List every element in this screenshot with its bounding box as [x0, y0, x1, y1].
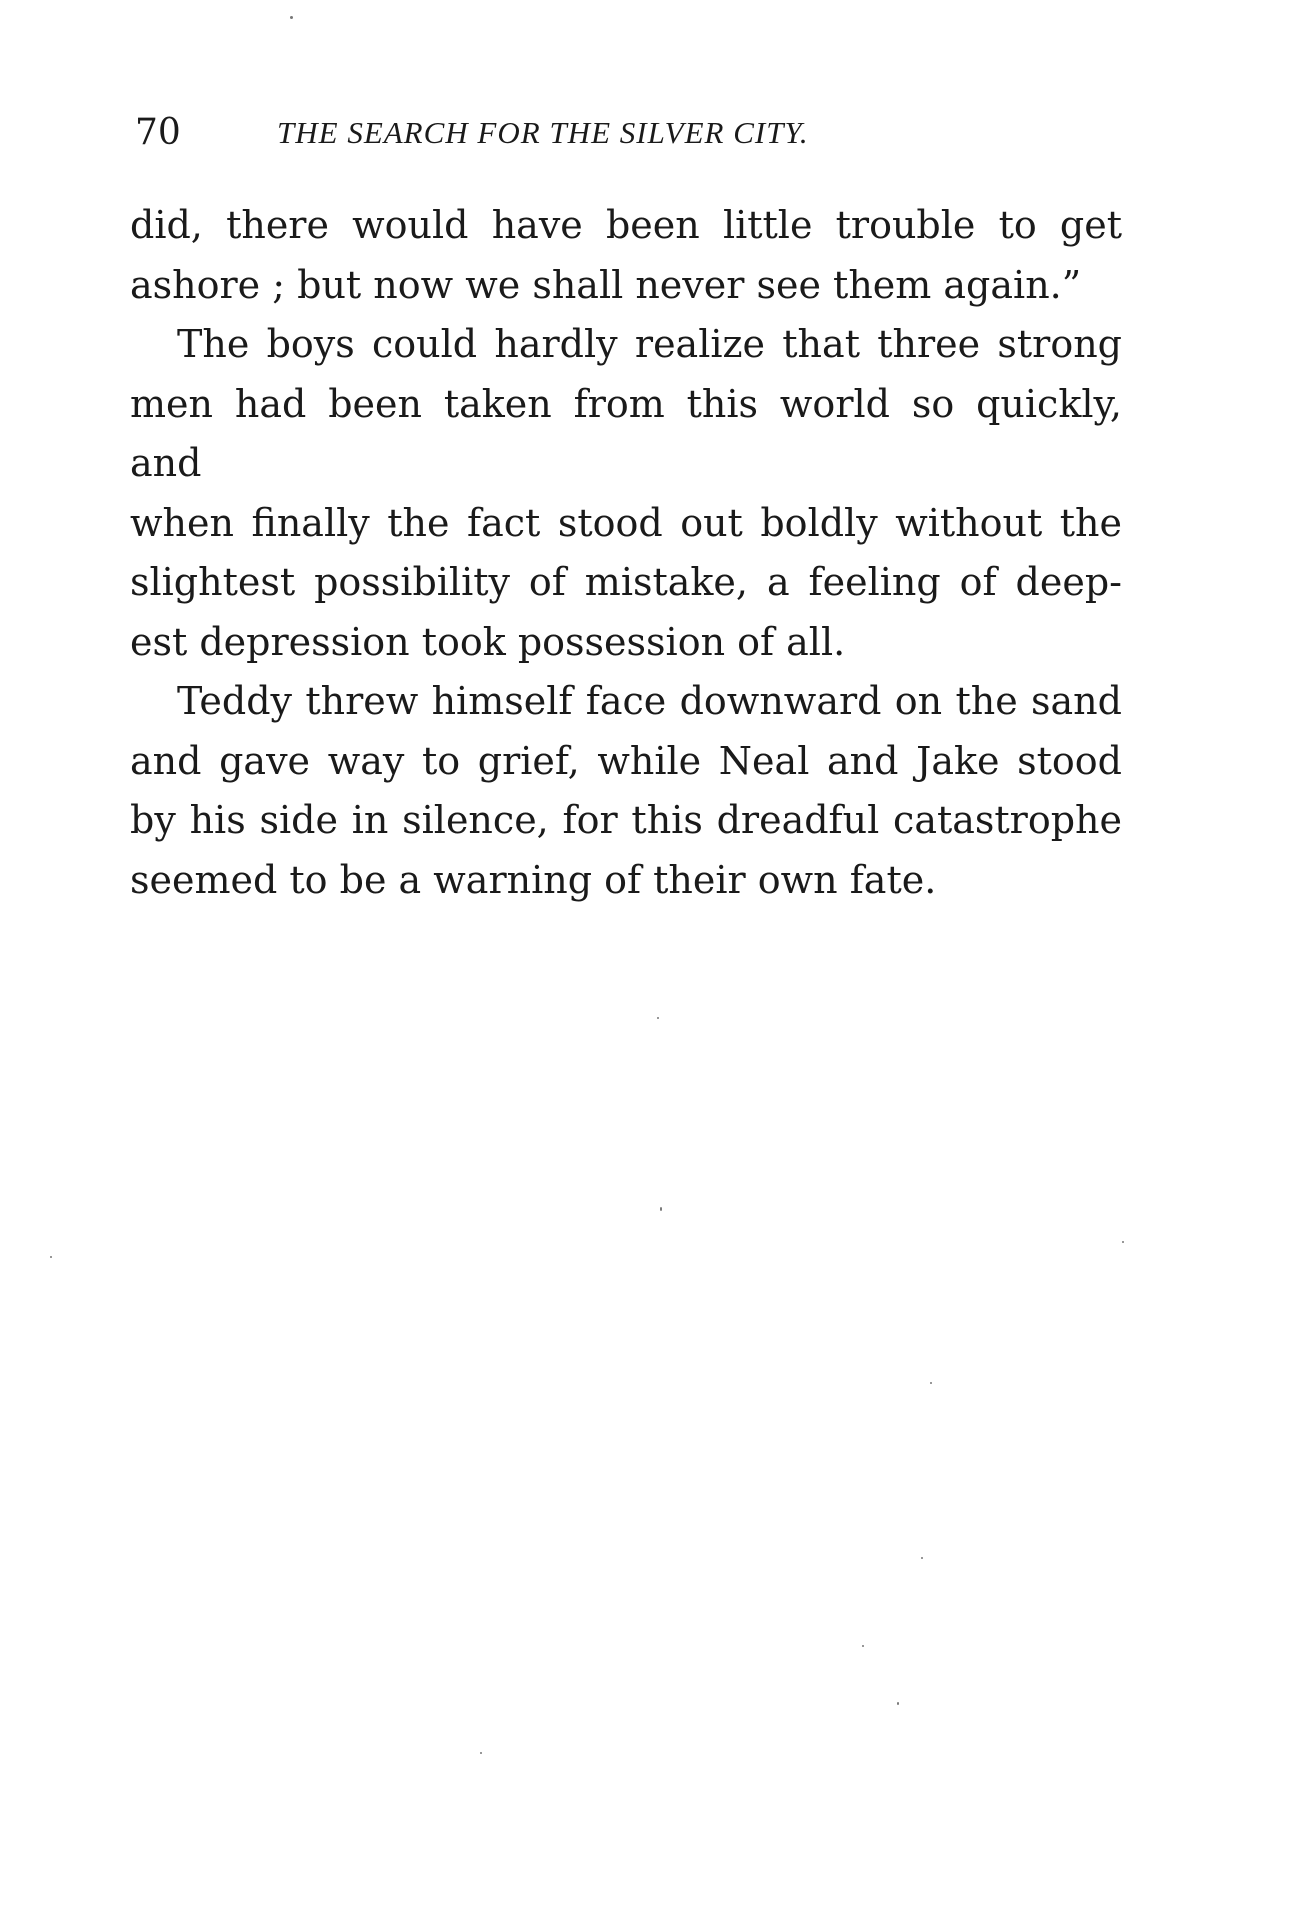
text-line: seemed to be a warning of their own fate. — [130, 857, 937, 902]
paragraph — [130, 315, 1122, 672]
scan-speck — [921, 1557, 923, 1559]
running-title: THE SEARCH FOR THE SILVER CITY. — [277, 115, 809, 150]
body-text — [130, 196, 1122, 910]
scan-speck — [290, 16, 293, 19]
text-line: when finally the fact stood out boldly without the — [130, 500, 1122, 545]
text-line: did, there would have been little trouble to get — [130, 203, 1122, 247]
scan-speck — [50, 1256, 52, 1258]
running-head — [135, 108, 1120, 158]
scan-speck — [862, 1645, 864, 1647]
paragraph — [130, 196, 1122, 315]
text-line: and gave way to grief, while Neal and Jake stood — [130, 738, 1122, 783]
scan-speck — [657, 1017, 659, 1019]
scan-speck — [480, 1752, 482, 1754]
text-line: ashore ; but now we shall never see them again.” — [130, 262, 1082, 307]
text-line: slightest possibility of mistake, a feeling of deep- — [130, 560, 1122, 604]
text-line: men had been taken from this world so quickly, and — [130, 381, 1122, 485]
scan-speck — [930, 1382, 932, 1384]
page-number: 70 — [135, 112, 181, 153]
scan-speck — [660, 1207, 662, 1211]
text-line: Teddy threw himself face downward on the sand — [177, 679, 1122, 723]
text-line: est depression took possession of all. — [130, 619, 846, 664]
scan-speck — [897, 1702, 899, 1705]
scan-speck — [1122, 1241, 1124, 1243]
text-line: by his side in silence, for this dreadful catastrophe — [130, 798, 1122, 842]
text-line: The boys could hardly realize that three strong — [177, 322, 1122, 366]
paragraph — [130, 672, 1122, 910]
